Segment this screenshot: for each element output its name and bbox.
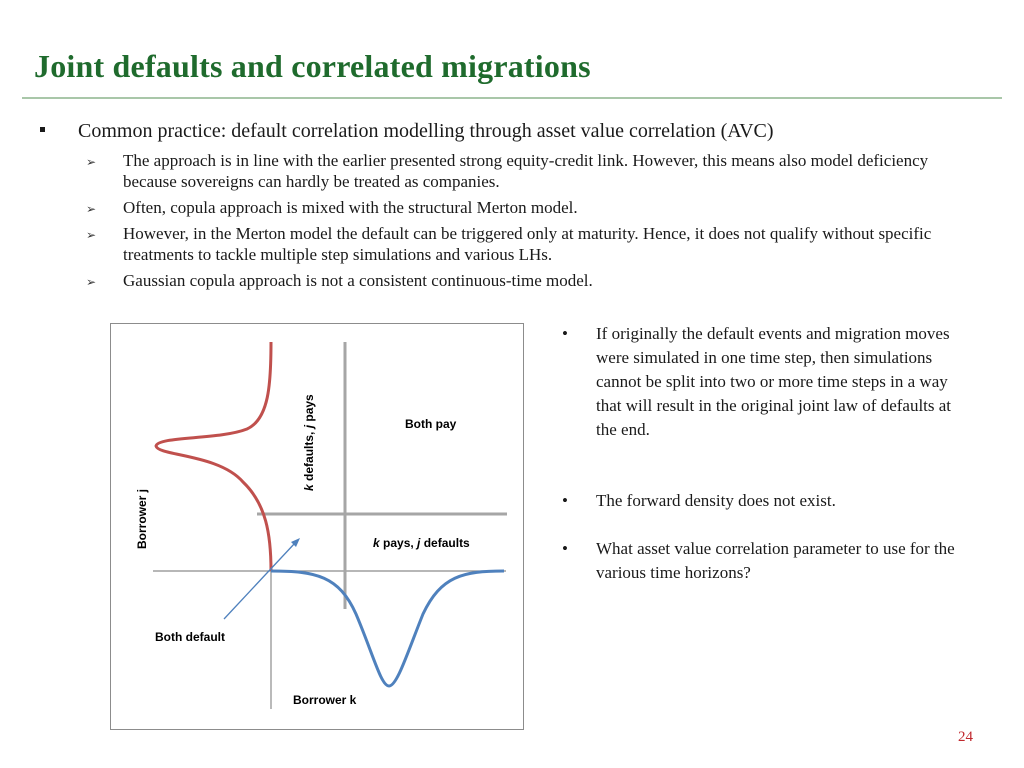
sub-bullet: Gaussian copula approach is not a consistent continuous-time model. xyxy=(123,271,593,290)
slide-title: Joint defaults and correlated migrations xyxy=(34,48,591,84)
title-divider xyxy=(22,97,1002,99)
bullet-dot-icon: • xyxy=(562,324,568,343)
arrow-bullet-icon: ➢ xyxy=(86,275,97,289)
label-k-pays-j-defaults: k pays, j defaults xyxy=(373,536,470,550)
label-both-default: Both default xyxy=(155,630,225,644)
right-bullet: If originally the default events and migration moves were simulated in one time step, then simulations cannot be split into two or more time steps in a way that will result in the original joint law of defaults at the end. xyxy=(596,324,952,439)
main-bullet: Common practice: default correlation modelling through asset value correlation (AVC) xyxy=(78,120,774,142)
axis-label-borrower-j: Borrower j xyxy=(135,488,149,549)
label-k-defaults-j-pays: k defaults, j pays xyxy=(302,394,316,491)
density-curve-k xyxy=(271,571,504,686)
sub-bullet: The approach is in line with the earlier presented strong equity-credit link. However, this means also model deficiency because sovereigns can hardly be treated as companies. xyxy=(123,151,929,191)
square-bullet-icon xyxy=(40,127,45,132)
sub-bullet: However, in the Merton model the default can be triggered only at maturity. Hence, it does not qualify without specific treatments to tackle multiple step simulations and various LHs. xyxy=(123,224,932,264)
right-bullet: What asset value correlation parameter to use for the various time horizons? xyxy=(596,539,955,582)
label-both-pay: Both pay xyxy=(405,417,457,431)
arrow-bullet-icon: ➢ xyxy=(86,202,97,216)
page-number: 24 xyxy=(958,729,973,745)
density-curve-j xyxy=(156,342,271,571)
bullet-dot-icon: • xyxy=(562,491,568,510)
arrow-bullet-icon: ➢ xyxy=(86,228,97,242)
right-bullet: The forward density does not exist. xyxy=(596,491,836,510)
joint-default-diagram xyxy=(111,324,523,729)
pointer-arrow xyxy=(224,543,295,619)
sub-bullet: Often, copula approach is mixed with the structural Merton model. xyxy=(123,198,578,217)
bullet-dot-icon: • xyxy=(562,539,568,558)
axis-label-borrower-k: Borrower k xyxy=(293,693,357,707)
joint-default-figure xyxy=(110,323,524,730)
arrow-bullet-icon: ➢ xyxy=(86,155,97,169)
